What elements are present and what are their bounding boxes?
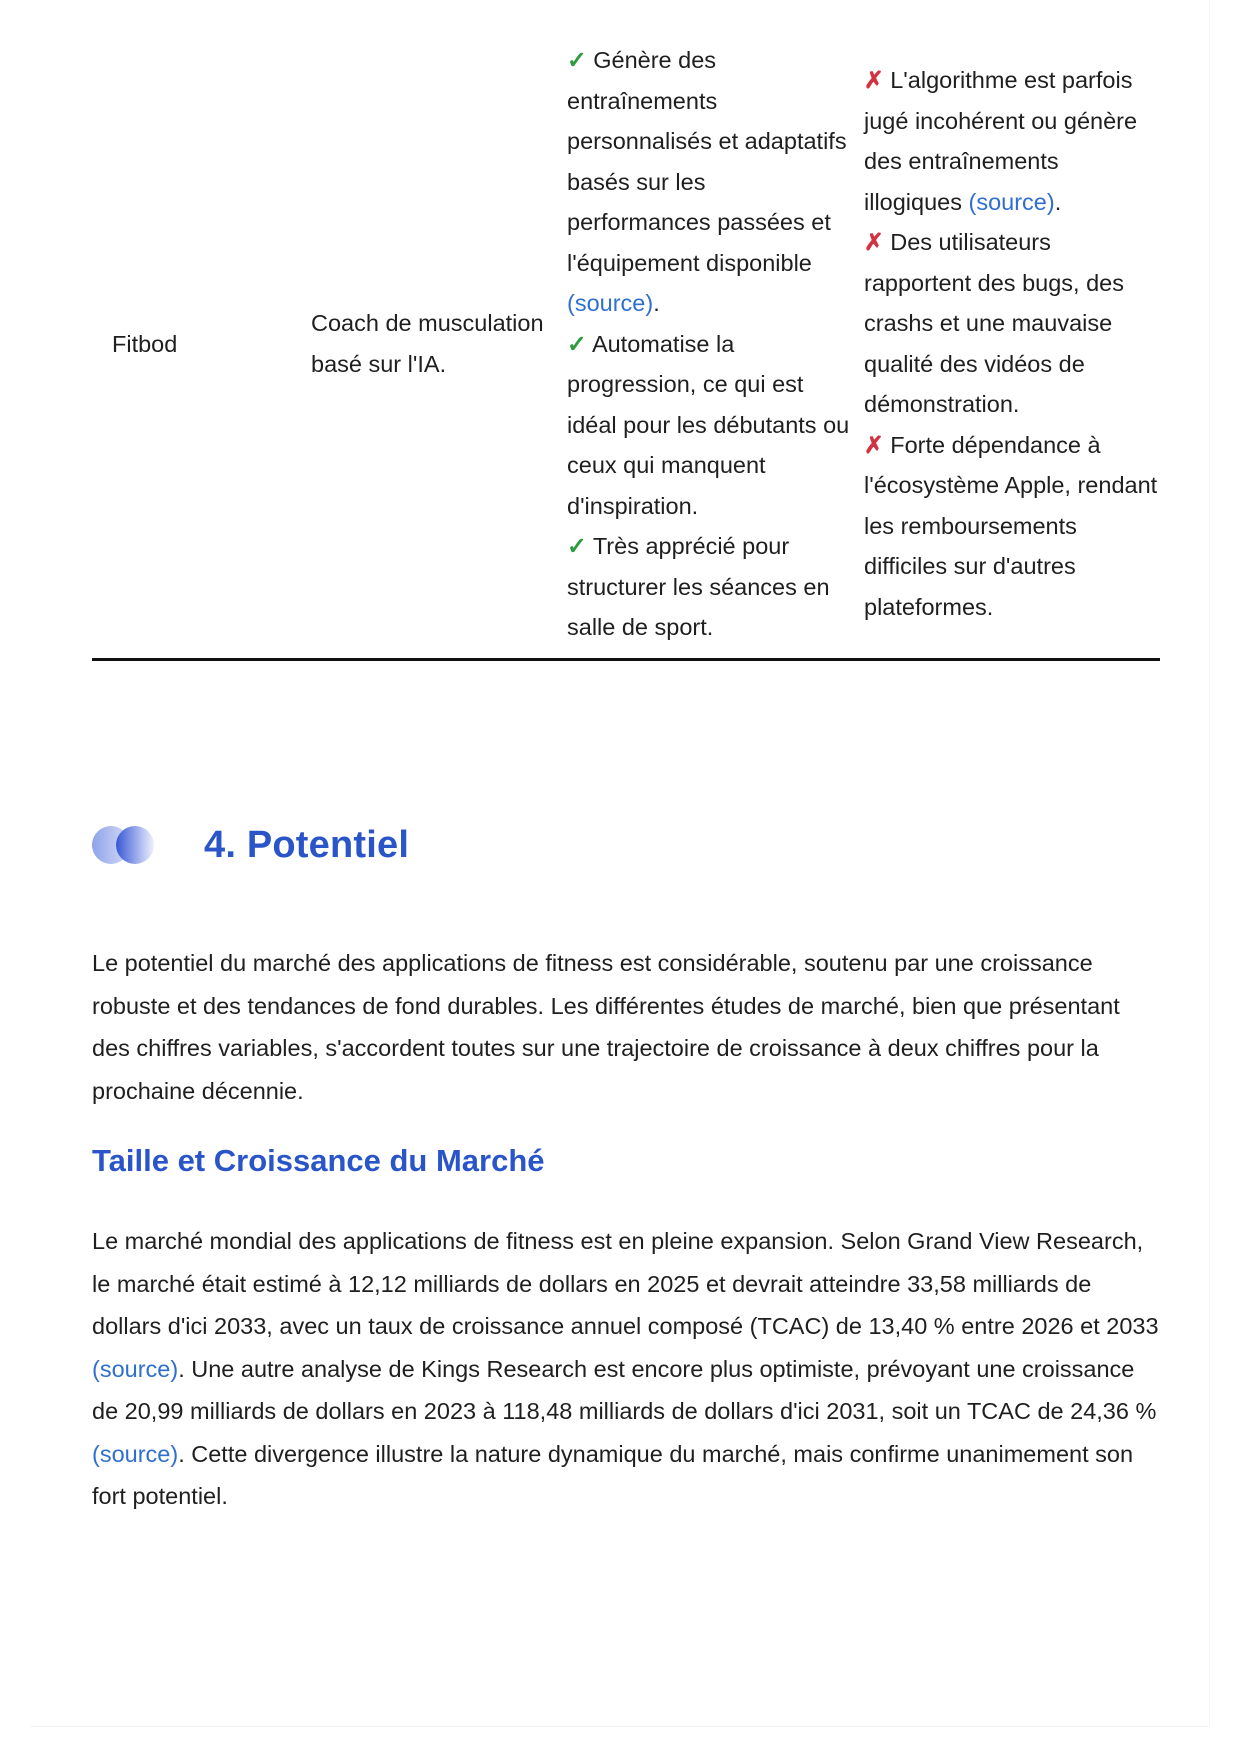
source-link[interactable]: (source) <box>92 1355 179 1382</box>
pro-text: Très apprécié pour structurer les séances en salle de sport. <box>567 533 830 640</box>
section-heading <box>92 815 409 875</box>
cross-icon: ✗ <box>864 229 884 256</box>
section-title: 4. Potentiel <box>204 823 410 866</box>
cross-icon: ✗ <box>864 431 884 458</box>
paragraph-text: . Cette divergence illustre la nature dynamique du marché, mais confirme unanimement son fort potentiel. <box>92 1440 1134 1509</box>
table-row <box>92 40 1160 659</box>
con-text: Des utilisateurs rapportent des bugs, des crashs et une mauvaise qualité des vidéos de démonstration. <box>864 229 1124 418</box>
check-icon: ✓ <box>567 47 587 73</box>
source-link[interactable]: (source) <box>968 188 1055 215</box>
check-icon: ✓ <box>567 533 587 559</box>
subsection-title: Taille et Croissance du Marché <box>92 1143 545 1178</box>
source-link[interactable]: (source) <box>567 290 654 316</box>
pro-text: Automatise la progression, ce qui est idéal pour les débutants ou ceux qui manquent d'inspiration. <box>567 330 850 519</box>
paragraph-text: . Une autre analyse de Kings Research est encore plus optimiste, prévoyant une croissance de 20,99 milliards de dollars en 2023 à 118,48 milliards de dollars d'ici 2031, soit un TCAC de 24,36 % <box>92 1355 1157 1424</box>
pro-text: Génère des entraînements personnalisés et adaptatifs basés sur les performances passées et l'équipement disponible <box>567 47 847 276</box>
paragraph-text: Le marché mondial des applications de fitness est en pleine expansion. Selon Grand View Research, le marché était estimé à 12,12 milliards de dollars en 2025 et devrait atteindre 33,58 milliards de dollars d'ici 2033, avec un taux de croissance annuel composé (TCAC) de 13,40 % entre 2026 et 2033 <box>92 1228 1159 1339</box>
intro-paragraph: Le potentiel du marché des applications de fitness est considérable, soutenu par une croissance robuste et des tendances de fond durables. Les différentes études de marché, bien que présentant des chiffres variables, s'accordent toutes sur une trajectoire de croissance à deux chiffres pour la prochaine décennie. <box>92 950 1120 1104</box>
app-description-cell: Coach de musculation basé sur l'IA. <box>311 310 544 377</box>
circle-right-icon <box>116 826 154 864</box>
pros-cell <box>547 40 854 659</box>
con-text: L'algorithme est parfois jugé incohérent ou génère des entraînements illogiques <box>864 67 1138 215</box>
app-name-cell: Fitbod <box>112 330 178 357</box>
source-link[interactable]: (source) <box>92 1440 179 1467</box>
check-icon: ✓ <box>567 330 587 357</box>
con-item <box>864 425 1160 628</box>
pro-item <box>567 40 854 324</box>
market-paragraph <box>92 1220 1162 1518</box>
con-item <box>864 222 1160 425</box>
comparison-table <box>92 40 1160 661</box>
con-item <box>864 60 1160 222</box>
punctuation: . <box>1054 188 1062 215</box>
pro-item <box>567 324 854 527</box>
pro-item <box>567 526 854 648</box>
section-circles-icon <box>92 824 162 866</box>
cons-cell <box>854 40 1160 659</box>
cross-icon: ✗ <box>864 67 884 94</box>
con-text: Forte dépendance à l'écosystème Apple, rendant les remboursements difficiles sur d'autres plateformes. <box>864 431 1158 620</box>
punctuation: . <box>653 290 660 316</box>
